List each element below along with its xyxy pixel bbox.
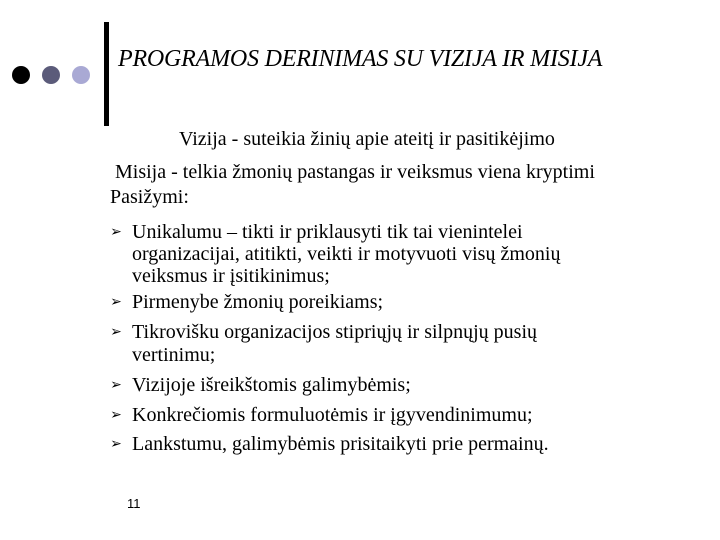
decorative-dot-light-purple	[72, 66, 90, 84]
bullet-arrow-icon: ➢	[110, 295, 122, 310]
features-label: Pasižymi:	[110, 186, 189, 208]
decorative-dot-black	[12, 66, 30, 84]
item-3-line-2: vertinimu;	[132, 344, 216, 366]
item-4-line-1: Vizijoje išreikštomis galimybėmis;	[132, 374, 411, 396]
slide-title: PROGRAMOS DERINIMAS SU VIZIJA IR MISIJA	[118, 46, 603, 72]
item-1-line-3: veiksmus ir įsitikinimus;	[132, 265, 330, 287]
item-3-line-1: Tikrovišku organizacijos stipriųjų ir silpnųjų pusių	[132, 321, 538, 343]
item-2-line-1: Pirmenybe žmonių poreikiams;	[132, 291, 384, 313]
item-1-line-2: organizacijai, atitikti, veikti ir motyvuoti visų žmonių	[132, 243, 561, 265]
bullet-arrow-icon: ➢	[110, 408, 122, 423]
item-6-line-1: Lankstumu, galimybėmis prisitaikyti prie permainų.	[132, 433, 549, 455]
mission-line: Misija - telkia žmonių pastangas ir veiksmus viena kryptimi	[115, 161, 595, 183]
decorative-dot-dark-purple	[42, 66, 60, 84]
bullet-arrow-icon: ➢	[110, 225, 122, 240]
item-1-line-1: Unikalumu – tikti ir priklausyti tik tai vienintelei	[132, 221, 523, 243]
vision-line: Vizija - suteikia žinių apie ateitį ir pasitikėjimo	[179, 128, 555, 150]
bullet-arrow-icon: ➢	[110, 325, 122, 340]
bullet-arrow-icon: ➢	[110, 378, 122, 393]
bullet-arrow-icon: ➢	[110, 437, 122, 452]
page-number: 11	[127, 496, 141, 511]
title-divider-bar	[104, 22, 109, 126]
item-5-line-1: Konkrečiomis formuluotėmis ir įgyvendinimumu;	[132, 404, 533, 426]
